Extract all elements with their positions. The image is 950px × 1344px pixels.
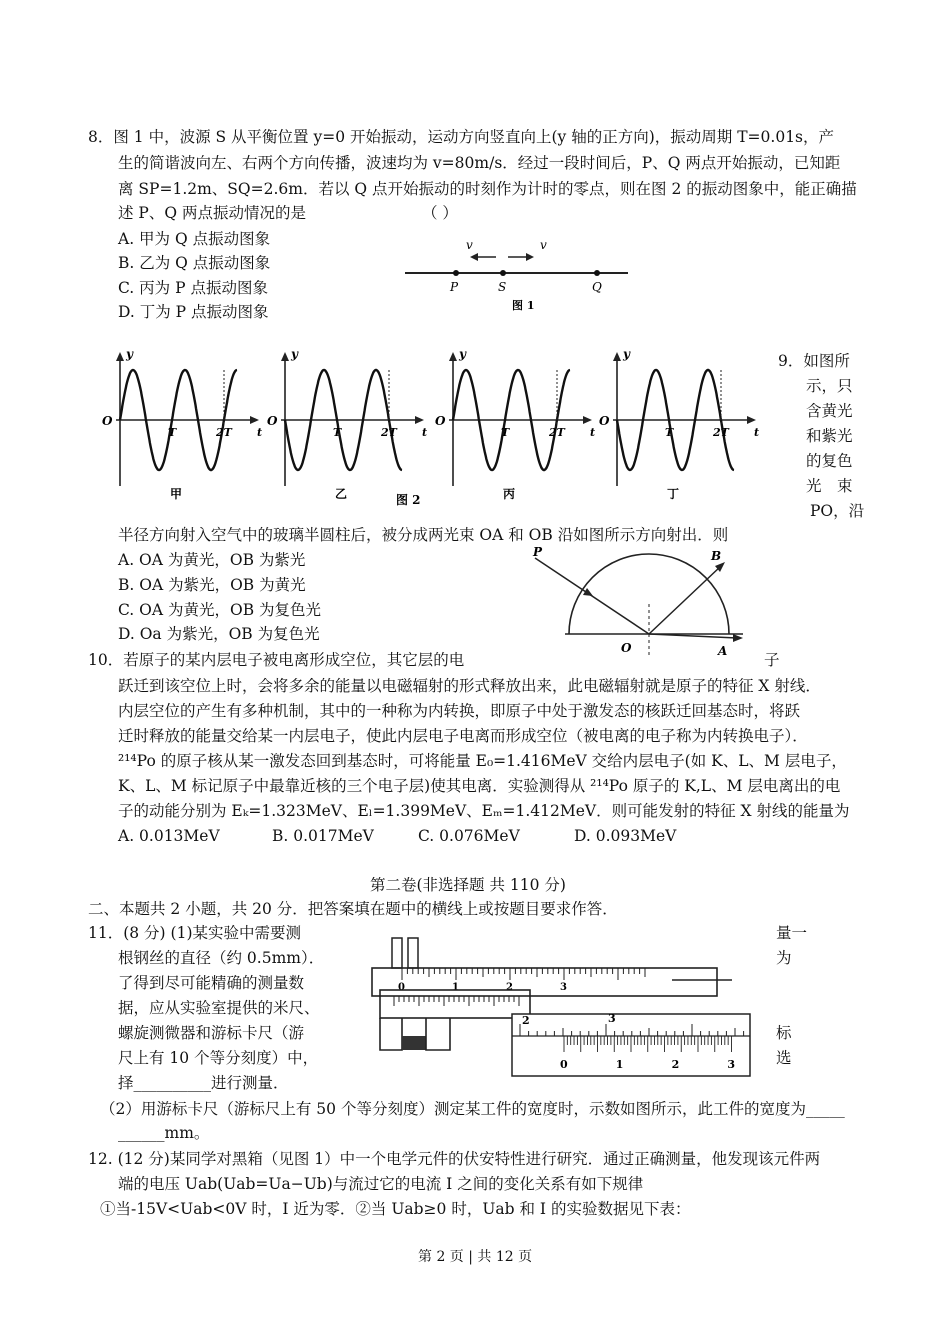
caliper-main-number: 2 (506, 982, 513, 993)
q9-side-4: 和紫光 (806, 427, 853, 445)
q9-option-a: A. OA 为黄光，OB 为紫光 (118, 551, 306, 569)
q9-label-b: B (711, 549, 722, 563)
caliper-mag-main-number: 2 (522, 1014, 530, 1027)
q9-side-1: 9．如图所 (778, 352, 850, 370)
q10-option-d: D. 0.093MeV (574, 827, 677, 845)
q9-side-2: 示，只 (806, 377, 853, 395)
q11-caliper-figure (372, 930, 757, 1080)
fig2-label-2T-2: 2T (549, 426, 565, 439)
q9-label-a: A (718, 644, 728, 658)
q11-left-7: 择__________进行测量． (118, 1074, 289, 1092)
fig2-label-o-0: O (102, 414, 113, 428)
fig1-label-v-right: v (540, 238, 547, 252)
q9-label-o: O (621, 641, 632, 655)
q9-side-3: 含黄光 (806, 402, 853, 420)
q11-left-5: 螺旋测微器和游标卡尺（游 (118, 1024, 305, 1042)
fig2-label-t-1: t (422, 426, 428, 439)
fig2-label-o-2: O (435, 414, 446, 428)
q10-line-3: 内层空位的产生有多种机制，其中的一种称为内转换，即原子中处于激发态的核跃迁回基态时，将跃 (118, 702, 801, 720)
fig2-y-arrow-0 (116, 352, 124, 361)
fig2-panel-label-2: 丙 (503, 487, 516, 501)
q11-left-2: 根钢丝的直径（约 0.5mm）． (118, 949, 325, 967)
caliper-lower-jaw-left (380, 1018, 402, 1050)
fig2-label-T-0: T (168, 426, 177, 439)
caliper-mag-vernier-number: 2 (671, 1058, 680, 1071)
fig1-label-p: P (450, 280, 459, 294)
fig2-label-o-1: O (267, 414, 278, 428)
q10-line-2: 跃迁到该空位上时，会将多余的能量以电磁辐射的形式释放出来，此电磁辐射就是原子的特征 X 射线． (118, 677, 821, 695)
fig2-panel-label-1: 乙 (335, 487, 348, 501)
caliper-main-number: 0 (398, 982, 405, 993)
fig2-y-arrow-1 (281, 352, 289, 361)
fig2-panel-label-0: 甲 (170, 487, 183, 501)
q11-right-1: 量一 (776, 924, 808, 942)
q10-line-1b: 子 (764, 651, 780, 669)
q8-option-c: C. 丙为 P 点振动图象 (118, 279, 268, 297)
fig2-y-arrow-2 (449, 352, 457, 361)
caliper-upper-jaw-moving (408, 938, 418, 968)
fig2-t-arrow-0 (250, 416, 259, 424)
fig2-caption: 图 2 (396, 493, 421, 507)
q8-option-a: A. 甲为 Q 点振动图象 (118, 230, 271, 248)
fig2-label-o-3: O (599, 414, 610, 428)
q11-left-6: 尺上有 10 个等分刻度）中， (118, 1049, 319, 1067)
fig2-panel-label-3: 丁 (667, 487, 680, 501)
q11-left-1: 11．(8 分) (1)某实验中需要测 (88, 924, 301, 942)
part2-title: 第二卷(非选择题 共 110 分) (370, 876, 566, 894)
q8-figure-2 (100, 347, 760, 508)
q11-right-4: 选 (776, 1049, 792, 1067)
q11-part2-line: （2）用游标卡尺（游标尺上有 50 个等分刻度）测定某工件的宽度时，示数如图所示，此工件的宽度为_____ (100, 1100, 845, 1118)
q10-line-6: K、L、M 标记原子中最靠近核的三个电子层)使其电离．实验测得从 ²¹⁴Po 原子的 K,L、M 层电离出的电 (118, 777, 841, 795)
q10-line-1a: 10．若原子的某内层电子被电离形成空位，其它层的电 (88, 651, 465, 669)
fig2-t-arrow-2 (583, 416, 592, 424)
fig2-label-y-1: y (291, 347, 298, 361)
q11-part2-line-b: ______mm。 (118, 1124, 210, 1142)
fig2-label-y-2: y (459, 347, 466, 361)
fig1-point-p (453, 270, 459, 276)
q9-option-d: D. Oa 为紫光，OB 为复色光 (118, 625, 320, 643)
fig2-label-T-1: T (333, 426, 342, 439)
fig1-point-q (594, 270, 600, 276)
q9-option-b: B. OA 为紫光，OB 为黄光 (118, 576, 306, 594)
fig2-t-arrow-3 (747, 416, 756, 424)
q10-option-c: C. 0.076MeV (418, 827, 520, 845)
fig2-label-t-0: t (257, 426, 263, 439)
q12-line-2: 端的电压 Uab(Uab=Ua−Ub)与流过它的电流 I 之间的变化关系有如下规律 (118, 1175, 644, 1193)
q8-answer-paren: （ ） (422, 204, 458, 222)
q9-figure (525, 545, 755, 658)
q8-option-d: D. 丁为 P 点振动图象 (118, 303, 269, 321)
fig2-y-arrow-3 (613, 352, 621, 361)
fig2-label-t-3: t (754, 426, 760, 439)
caliper-mag-vernier-number: 1 (615, 1058, 624, 1071)
fig2-t-arrow-1 (415, 416, 424, 424)
q12-line-3: ①当-15V<Uab<0V 时，I 近为零．②当 Uab≥0 时，Uab 和 I 的实验数据见下表： (100, 1200, 691, 1218)
caliper-mag-vernier-number: 3 (727, 1058, 736, 1071)
q10-option-b: B. 0.017MeV (272, 827, 374, 845)
caliper-main-number: 1 (452, 982, 459, 993)
q9-label-p: P (533, 545, 543, 559)
fig1-label-q: Q (592, 280, 602, 294)
fig2-label-T-3: T (665, 426, 674, 439)
caliper-mag-vernier-number: 0 (560, 1058, 568, 1071)
q9-side-5: 的复色 (806, 452, 853, 470)
caliper-mag-main-number: 3 (608, 1012, 616, 1025)
q9-side-7: PO，沿 (810, 502, 865, 520)
fig1-label-s: S (498, 280, 507, 294)
q8-option-b: B. 乙为 Q 点振动图象 (118, 254, 271, 272)
q9-side-6: 光 束 (806, 477, 853, 495)
part2-intro: 二、本题共 2 小题，共 20 分．把答案填在题中的横线上或按题目要求作答． (88, 900, 618, 918)
fig2-label-T-2: T (501, 426, 510, 439)
q9-option-c: C. OA 为黄光，OB 为复色光 (118, 601, 322, 619)
caliper-workpiece (402, 1036, 426, 1050)
caliper-slider (380, 990, 530, 1018)
q9-ray-po (535, 558, 649, 634)
q9-line-1: 半径方向射入空气中的玻璃半圆柱后，被分成两光束 OA 和 OB 沿如图所示方向射出．则 (118, 526, 729, 544)
fig2-label-2T-3: 2T (713, 426, 729, 439)
fig1-point-s (500, 270, 506, 276)
caliper-upper-jaw-fixed (392, 938, 402, 968)
q10-line-4: 迁时释放的能量交给某一内层电子，使此内层电子电离而形成空位（被电离的电子称为内转换电子）． (118, 727, 808, 745)
page-footer: 第 2 页 | 共 12 页 (418, 1249, 533, 1265)
fig1-caption: 图 1 (512, 299, 535, 312)
caliper-lower-jaw-right (426, 1018, 450, 1050)
q10-line-5: ²¹⁴Po 的原子核从某一激发态回到基态时，可将能量 E₀=1.416MeV 交给内层电子(如 K、L、M 层电子， (118, 752, 847, 770)
fig2-label-t-2: t (590, 426, 596, 439)
fig2-label-2T-0: 2T (216, 426, 232, 439)
q11-right-3: 标 (776, 1024, 792, 1042)
q8-line-3: 离 SP=1.2m、SQ=2.6m．若以 Q 点开始振动的时刻作为计时的零点，则在图 2 的振动图象中，能正确描 (118, 180, 857, 198)
fig2-label-y-0: y (126, 347, 133, 361)
q8-figure-1 (400, 235, 640, 313)
q11-right-2: 为 (776, 949, 792, 967)
q11-left-3: 了得到尽可能精确的测量数 (118, 974, 305, 992)
caliper-main-number: 3 (560, 982, 567, 993)
q10-line-7: 子的动能分别为 Eₖ=1.323MeV、Eₗ=1.399MeV、Eₘ=1.412MeV．则可能发射的特征 X 射线的能量为 (118, 802, 850, 820)
q9-ray-ob (649, 566, 721, 634)
q8-line-1: 8．图 1 中，波源 S 从平衡位置 y=0 开始振动，运动方向竖直向上(y 轴的正方向)，振动周期 T=0.01s，产 (88, 128, 835, 146)
q12-line-1: 12. (12 分)某同学对黑箱（见图 1）中一个电学元件的伏安特性进行研究．通过正确测量，他发现该元件两 (88, 1150, 821, 1168)
fig2-label-y-3: y (623, 347, 630, 361)
fig1-label-v-left: v (466, 238, 473, 252)
q11-left-4: 据，应从实验室提供的米尺、 (118, 999, 320, 1017)
fig2-label-2T-1: 2T (381, 426, 397, 439)
q10-option-a: A. 0.013MeV (118, 827, 220, 845)
q8-line-2: 生的简谐波向左、右两个方向传播，波速均为 v=80m/s．经过一段时间后，P、Q 两点开始振动，已知距 (118, 154, 841, 172)
q8-line-4: 述 P、Q 两点振动情况的是 (118, 204, 306, 222)
